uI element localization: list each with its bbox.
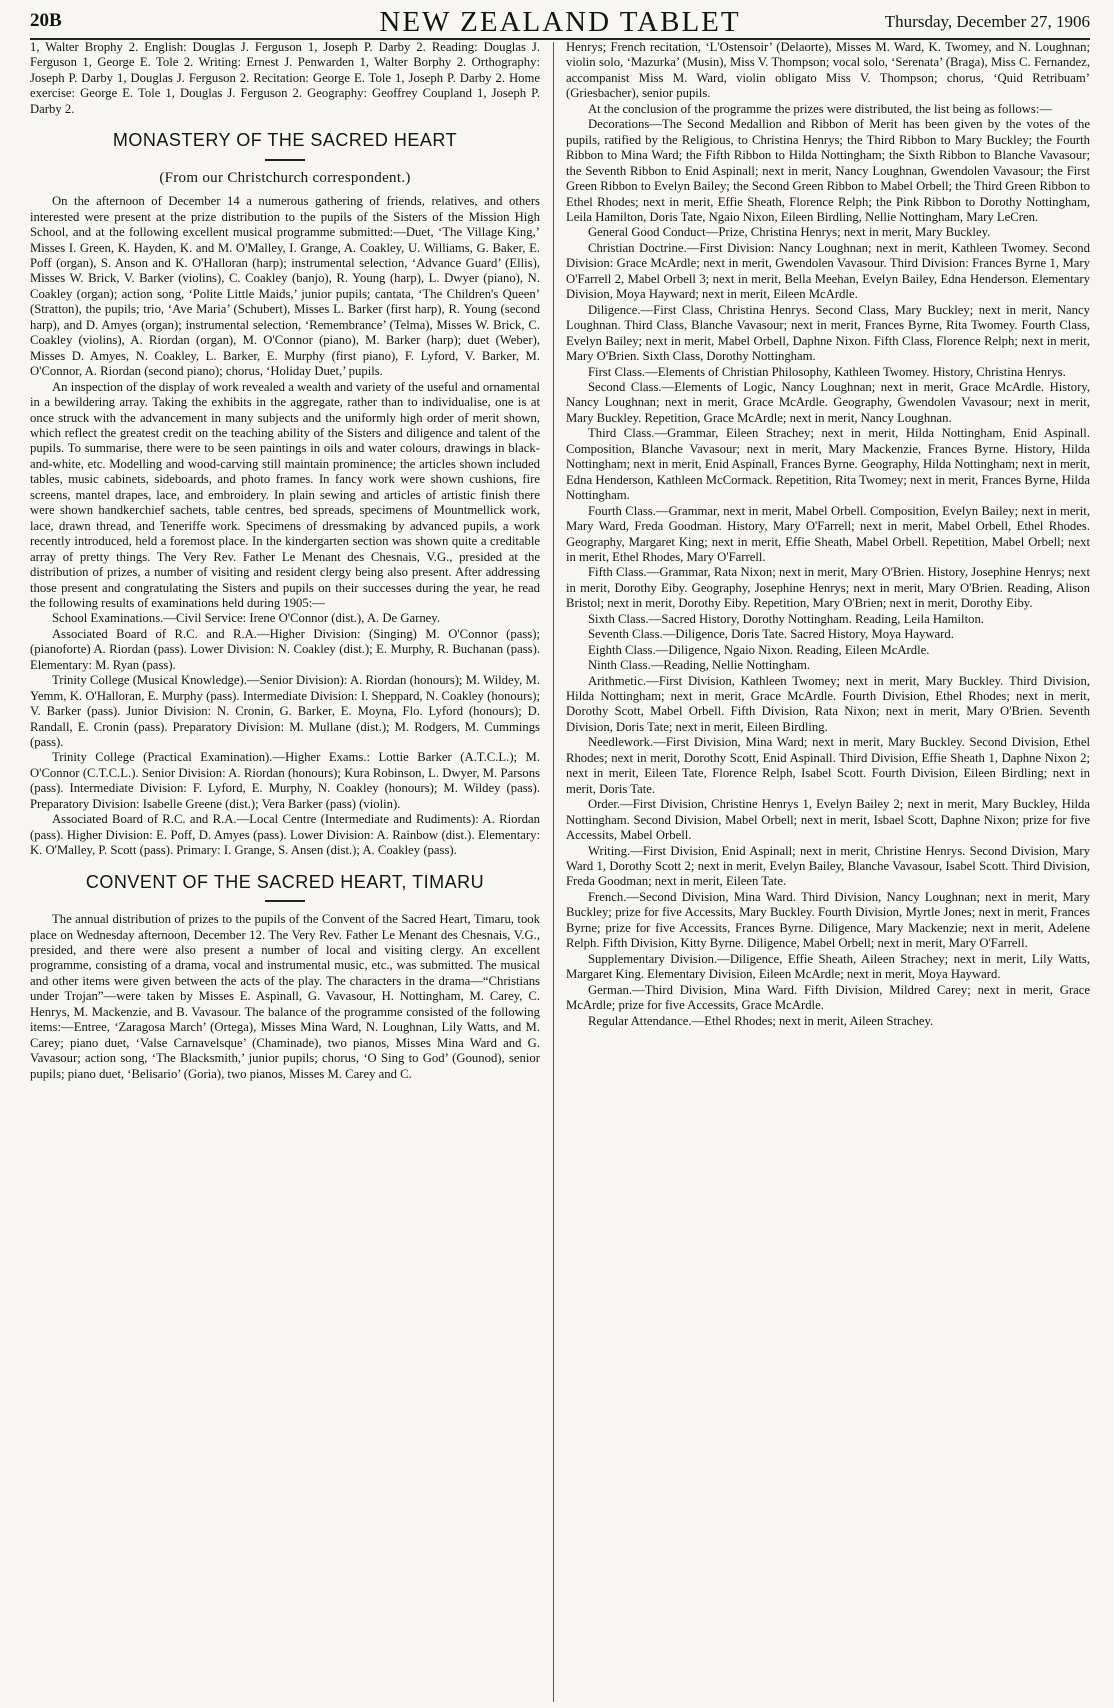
page-number: 20B (30, 10, 62, 31)
column-divider (553, 42, 554, 1702)
paragraph: Second Class.—Elements of Logic, Nancy Loughnan; next in merit, Grace McArdle. History, Nancy Loughnan; next in merit, Grace McArdle. Geography, Gwendolen Vavasour; next in merit, Mary Buckley. Repetition, Grace McArdle; next in merit, Nancy Loughnan. (566, 379, 1090, 425)
paragraph: At the conclusion of the programme the prizes were distributed, the list being as follows:— (588, 101, 1053, 116)
paragraph: Decorations—The Second Medallion and Ribbon of Merit has been given by the votes of the pupils, ratified by the Religious, to Christina Henrys; the Third Ribbon to Mary Buckley; the Fourth Ribbon to Mina Ward; the Fifth Ribbon to Hilda Nottingham; the Sixth Ribbon to Blanche Vavasour; the Seventh Ribbon to Enid Aspinall; next in merit, Nancy Loughnan, Gwendolen Vavasour; the First Green Ribbon to Evelyn Bailey; the Second Green Ribbon to Mabel Orbell; the Third Green Ribbon to Ethel Rhodes; next in merit, Effie Sheath, Florence Relph; the Pink Ribbon to Dorothy Nottingham, Leila Hamilton, Doris Tate, Ngaio Nixon, Eileen Birdling, Nellie Nottingham, Mary LeCren. (566, 117, 1090, 224)
paragraph: General Good Conduct—Prize, Christina Henrys; next in merit, Mary Buckley. (588, 225, 991, 240)
paragraph: The annual distribution of prizes to the pupils of the Convent of the Sacred Heart, Timaru, took place on Wednesday afternoon, December 12. The Very Rev. Father Le Menant des Chesnais, V.G., presided, and there were also present a number of local and visiting clergy. An excellent programme, consisting of a drama, vocal and instrumental music, etc., was submitted. The musical and other items were given between the acts of the play. The characters in the drama—“Christians under Trojan”—were taken by Misses E. Aspinall, G. Vavasour, H. Nottingham, M. Carey, C. Henrys, M. Mackenzie, and B. Vavasour. The balance of the programme consisted of the following items:—Entree, ‘Zaragosa March’ (Ortega), Misses Mina Ward, N. Loughnan, Lily Watts, and M. Carey; piano duet, ‘Valse Carnavelsque’ (Chaminade), two pianos, Misses Mina Ward and G. Vavasour; action song, ‘The Blacksmith,’ junior pupils; chorus, ‘O Sing to God’ (Gounod), senior pupils; piano duet, ‘Belisario’ (Goria), two pianos, Misses M. Carey and C. (30, 912, 540, 1081)
newspaper-title: NEW ZEALAND TABLET (379, 6, 741, 38)
article-heading-monastery: MONASTERY OF THE SACRED HEART (112, 130, 458, 151)
paragraph: Diligence.—First Class, Christina Henrys. Second Class, Mary Buckley; next in merit, Nancy Loughnan. Third Class, Blanche Vavasour; next in merit, Frances Byrne, Rita Twomey. Fourth Class, Evelyn Bailey; next in merit, Mabel Orbell, Daphne Nixon. Fifth Class, Florence Relph; next in merit, Mary O'Brien. Sixth Class, Dorothy Nottingham. (566, 302, 1090, 364)
right-column (566, 40, 1090, 1700)
paragraph: An inspection of the display of work revealed a wealth and variety of the useful and ornamental in a bewildering array. Taking the exhibits in the aggregate, rather than to individualise, one is at once struck with the advancement in many subjects and the uniformly high order of merit shown, which reflect the greatest credit on the teaching ability of the Sisters and diligence and talent of the pupils. To summarise, there were to be seen paintings in oils and water colours, drawings in black-and-white, etc. Modelling and wood-carving still maintain prominence; the articles shown included tables, music cabinets, sideboards, and photo frames. In fancy work were shown cushions, fire screens, mantel drapes, lace, and embroidery. In plain sewing and articles of artistic finish there were shown handkerchief sachets, table centres, bed spreads, specimens of Mountmellick work, lace, drawn thread, and Teneriffe work. Specimens of dressmaking by advanced pupils, a work recently introduced, held a foremost place. In the kindergarten section was shown quite a creditable array of pretty things. The Very Rev. Father Le Menant des Chesnais, V.G., presided at the distribution of prizes, a number of visiting and resident clergy being also present. After addressing those present and congratulating the Sisters and pupils on their successes during the year, he read the following results of examinations held during 1905:— (30, 379, 540, 610)
paragraph: Order.—First Division, Christine Henrys 1, Evelyn Bailey 2; next in merit, Mary Buckley, Hilda Nottingham. Second Division, Mabel Orbell; next in merit, Isbael Scott, Daphne Nixon; prize for five Accessits, Mabel Orbell. (566, 797, 1090, 843)
issue-date: Thursday, December 27, 1906 (884, 12, 1090, 31)
paragraph: Christian Doctrine.—First Division: Nancy Loughnan; next in merit, Kathleen Twomey. Second Division: Grace McArdle; next in merit, Gwendolen Vavasour. Third Division: Frances Byrne 1, Mary O'Farrell 2, Mabel Orbell 3; next in merit, Bella Meehan, Evelyn Bailey, Edna Henderson. Elementary Division, Moya Hayward; next in merit, Eileen McArdle. (566, 240, 1090, 302)
heading-divider (265, 159, 305, 161)
article-subheading: (From our Christchurch correspondent.) (159, 169, 411, 186)
paragraph: Sixth Class.—Sacred History, Dorothy Nottingham. Reading, Leila Hamilton. (588, 611, 984, 626)
paragraph: Ninth Class.—Reading, Nellie Nottingham. (588, 658, 811, 673)
paragraph: Associated Board of R.C. and R.A.—Higher Division: (Singing) M. O'Connor (pass); (pianoforte) A. Riordan (pass). Lower Division: N. Coakley (dist.); E. Murphy, R. Buchanan (pass). Elementary: M. Ryan (pass). (30, 626, 540, 672)
paragraph: Needlework.—First Division, Mina Ward; next in merit, Mary Buckley. Second Division, Ethel Rhodes; next in merit, Dorothy Scott, Enid Aspinall. Third Division, Effie Sheath 1, Daphne Nixon 2; next in merit, Eileen Tate, Florence Relph, Isabel Scott. Fourth Division, Eileen Birdling; next in merit, Doris Tate. (566, 735, 1090, 796)
paragraph: German.—Third Division, Mina Ward. Fifth Division, Mildred Carey; next in merit, Grace McArdle; prize for five Accessits, Grace McArdle. (566, 982, 1090, 1013)
paragraph: School Examinations.—Civil Service: Irene O'Connor (dist.), A. De Garney. (52, 611, 441, 626)
paragraph: Writing.—First Division, Enid Aspinall; next in merit, Christine Henrys. Second Division, Mary Ward 1, Dorothy Scott 2; next in merit, Evelyn Bailey, Blanche Vavasour, Isabel Scott. Third Division, Freda Goodman; next in merit, Eileen Tate. (566, 843, 1090, 889)
paragraph: French.—Second Division, Mina Ward. Third Division, Nancy Loughnan; next in merit, Mary Buckley; prize for five Accessits, Mary Buckley. Fourth Division, Myrtle Jones; next in merit, Frances Byrne; prize for five Accessits, Frances Byrne. Diligence, Mary Mackenzie; next in merit, Adelene Relph. Fifth Division, Kitty Byrne. Diligence, Mabel Orbell; next in merit, Mary O'Farrell. (566, 889, 1090, 951)
paragraph: Fourth Class.—Grammar, next in merit, Mabel Orbell. Composition, Evelyn Bailey; next in merit, Mary Ward, Freda Goodman. History, Mary O'Farrell; next in merit, Mabel Orbell, Ethel Rhodes. Geography, Margaret King; next in merit, Effie Sheath, Mabel Orbell. Repetition, Mabel Orbell; next in merit, Ethel Rhodes, Mary O'Farrell. (566, 503, 1090, 564)
paragraph: Supplementary Division.—Diligence, Effie Sheath, Aileen Strachey; next in merit, Lily Watts, Margaret King. Elementary Division, Eileen McArdle; next in merit, Moya Hayward. (566, 951, 1090, 982)
paragraph: On the afternoon of December 14 a numerous gathering of friends, relatives, and others interested were present at the prize distribution to the pupils of the Sisters of the Mission High School, and at the following excellent musical programme submitted:—Duet, ‘The Village King,’ Misses I. Green, K. Hayden, K. and M. O'Malley, I. Grange, A. Coakley, U. Williams, G. Baker, E. Poff (organ), S. Anson and K. O'Halloran (harp); instrumental selection, ‘Advance Guard’ (Ellis), Misses W. Brick, V. Barker (violins), C. Coakley (banjo), R. Young (harp), L. Dwyer (piano), N. Coakley (organ); action song, ‘Polite Little Maids,’ junior pupils; cantata, ‘The Children's Queen’ (Stratton), the pupils; trio, ‘Ave Maria’ (Schubert), Misses L. Barker (first harp), R. Young (second harp), and D. Amyes (organ); instrumental selection, ‘Remembrance’ (Telma), Misses W. Brick, C. Coakley (violins), A. Riordan (organ), M. O'Connor (piano), M. Barker (harp); duet (Weber), Misses D. Amyes, N. Coakley, L. Barker, E. Murphy (first piano), F. Lyford, V. Barker, M. O'Connor, A. Riordan (second piano); chorus, ‘Holiday Duet,’ pupils. (30, 194, 540, 379)
paragraph: Regular Attendance.—Ethel Rhodes; next in merit, Aileen Strachey. (588, 1013, 934, 1028)
continued-results: 1, Walter Brophy 2. English: Douglas J. Ferguson 1, Joseph P. Darby 2. Reading: Douglas J. Ferguson 1, George E. Tole 2. Writing: Ernest J. Penwarden 1, Walter Borphy 2. Orthography: Joseph P. Darby 1, Douglas J. Ferguson 2. Recitation: George E. Tole 1, Joseph P. Darby 2. Home exercise: George E. Tole 1, Douglas J. Ferguson 2. Geography: Geoffrey Coupland 1, Joseph P. Darby 2. (30, 40, 540, 116)
paragraph: First Class.—Elements of Christian Philosophy, Kathleen Twomey. History, Christina Henrys. (588, 364, 1066, 379)
article-heading-timaru: CONVENT OF THE SACRED HEART, TIMARU (85, 871, 485, 892)
left-column (30, 40, 540, 1700)
heading-divider (265, 900, 305, 902)
paragraph: Henrys; French recitation, ‘L'Ostensoir’ (Delaorte), Misses M. Ward, K. Twomey, and N. Loughnan; violin solo, ‘Mazurka’ (Musin), Miss V. Thompson; vocal solo, ‘Serenata’ (Braga), Miss C. Fernandez, accompanist Miss M. Ward, violin obligato Miss V. Thompson; chorus, ‘Quid Retribuam’ (Griesbacher), senior pupils. (566, 40, 1090, 101)
paragraph: Trinity College (Musical Knowledge).—Senior Division): A. Riordan (honours); M. Wildey, M. Yemm, K. O'Halloran, E. Murphy (pass). Intermediate Division: I. Sheppard, N. Coakley (honours); V. Barker (pass). Junior Division: N. Cronin, G. Barker, E. Moyna, Flo. Lyford (honours); D. Randall, E. Cronin (pass). Preparatory Division: M. Mullane (dist.); M. Rodgers, M. Cummings (pass). (30, 673, 540, 750)
paragraph: Trinity College (Practical Examination).—Higher Exams.: Lottie Barker (A.T.C.L.); M. O'Connor (C.T.C.L.). Senior Division: A. Riordan (honours); Kura Robinson, L. Dwyer, M. Parsons (pass). Intermediate Division: F. Lyford, E. Murphy, N. Coakley (honours); M. Wildey (pass). Preparatory Division: Isabelle Greene (dist.); Vera Barker (pass) (violin). (30, 750, 540, 811)
paragraph: Arithmetic.—First Division, Kathleen Twomey; next in merit, Mary Buckley. Third Division, Hilda Nottingham; next in merit, Grace McArdle. Fourth Division, Ethel Rhodes; next in merit, Dorothy Scott, Mabel Orbell. Fifth Division, Rata Nixon; next in merit, Mary O'Brien. Seventh Division, Doris Tate; next in merit, Eileen Birdling. (566, 673, 1090, 734)
paragraph: Seventh Class.—Diligence, Doris Tate. Sacred History, Moya Hayward. (588, 627, 954, 642)
paragraph: Fifth Class.—Grammar, Rata Nixon; next in merit, Mary O'Brien. History, Josephine Henrys; next in merit, Dorothy Eiby. Geography, Josephine Henrys; next in merit, Mary O'Brien. Reading, Alison Bristol; next in merit, Dorothy Eiby. Repetition, Mary O'Brien; next in merit, Dorothy Eiby. (566, 565, 1090, 611)
paragraph: Eighth Class.—Diligence, Ngaio Nixon. Reading, Eileen McArdle. (588, 642, 930, 657)
paragraph: Third Class.—Grammar, Eileen Strachey; next in merit, Hilda Nottingham, Enid Aspinall. Composition, Blanche Vavasour; next in merit, Mary Mackenzie, Frances Byrne. History, Hilda Nottingham; next in merit, Enid Aspinall, Frances Byrne. Geography, Hilda Nottingham; next in merit, Edna Henderson, Kathleen McCormack. Repetition, Rita Twomey; next in merit, Frances Byrne, Hilda Nottingham. (566, 426, 1090, 503)
paragraph: Associated Board of R.C. and R.A.—Local Centre (Intermediate and Rudiments): A. Riordan (pass). Higher Division: E. Poff, D. Amyes (pass). Lower Division: A. Rainbow (dist.). Elementary: K. O'Malley, P. Scott (pass). Primary: I. Grange, S. Ansen (dist.); A. Coakley (pass). (30, 812, 540, 858)
masthead (30, 8, 1090, 40)
